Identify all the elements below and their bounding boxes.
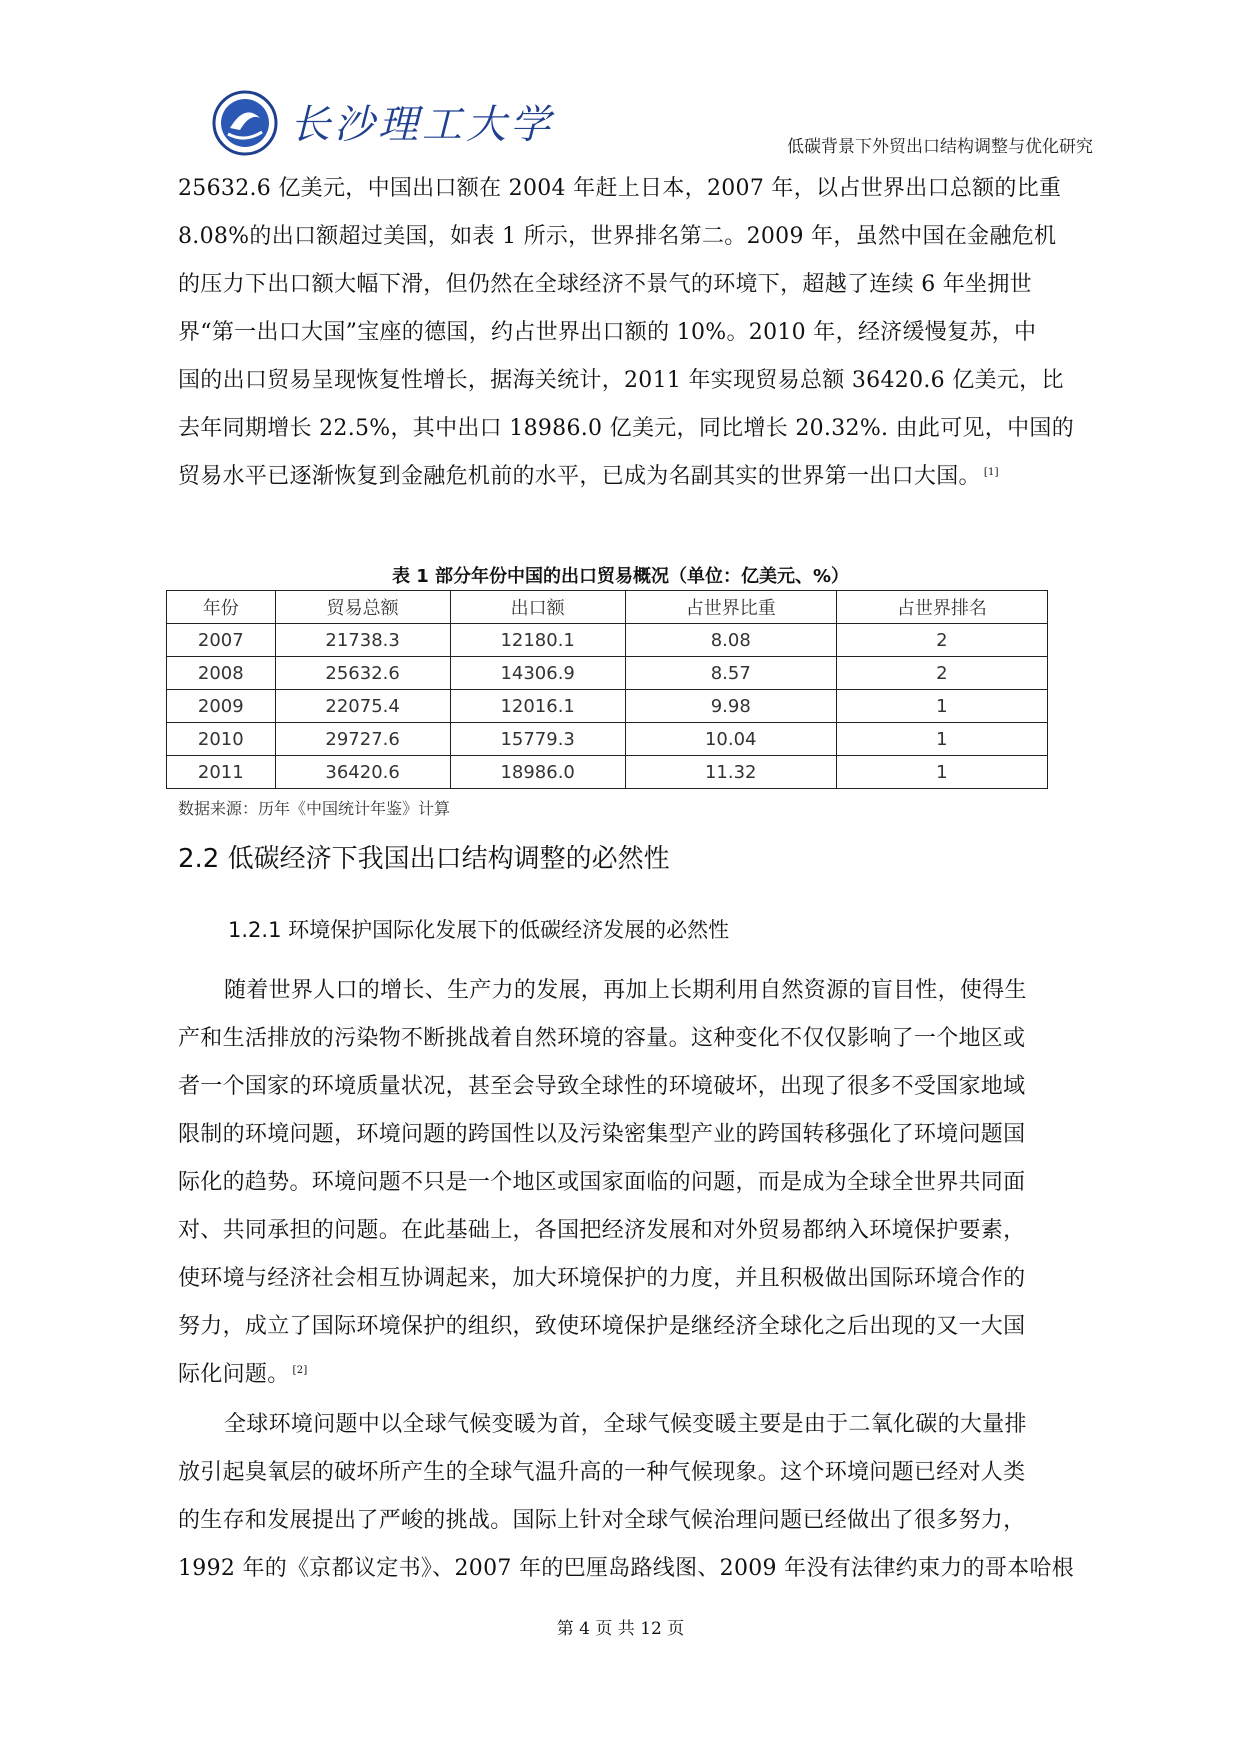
text-line-body: 际化问题。 [178, 1362, 290, 1387]
table-cell: 9.98 [625, 690, 836, 723]
table-cell: 12016.1 [450, 690, 625, 723]
table-cell: 1 [836, 723, 1047, 756]
text-line: 产和生活排放的污染物不断挑战着自然环境的容量。这种变化不仅仅影响了一个地区或 [178, 1026, 1026, 1051]
table-cell: 22075.4 [275, 690, 450, 723]
text-line: 的生存和发展提出了严峻的挑战。国际上针对全球气候治理问题已经做出了很多努力， [178, 1508, 1026, 1533]
text-line: 使环境与经济社会相互协调起来，加大环境保护的力度，并且积极做出国际环境合作的 [178, 1266, 1026, 1291]
table-cell: 25632.6 [275, 657, 450, 690]
table-cell: 2010 [167, 723, 276, 756]
table-cell: 8.08 [625, 624, 836, 657]
text-line: 界“第一出口大国”宝座的德国，约占世界出口额的 10%。2010 年，经济缓慢复苏，中 [178, 320, 1037, 345]
table-caption: 表 1 部分年份中国的出口贸易概况（单位：亿美元、%） [391, 566, 850, 587]
text-line: 努力，成立了国际环境保护的组织，致使环境保护是继经济全球化之后出现的又一大国 [178, 1314, 1026, 1339]
table-cell: 21738.3 [275, 624, 450, 657]
text-line: 8.08%的出口额超过美国，如表 1 所示，世界排名第二。2009 年，虽然中国在金融危机 [178, 224, 1057, 249]
university-logo [210, 88, 554, 158]
text-line: 对、共同承担的问题。在此基础上，各国把经济发展和对外贸易都纳入环境保护要素， [178, 1218, 1026, 1243]
column-header: 贸易总额 [275, 591, 450, 624]
table-cell: 1 [836, 690, 1047, 723]
text-line: 者一个国家的环境质量状况，甚至会导致全球性的环境破坏，出现了很多不受国家地域 [178, 1074, 1026, 1099]
body-paragraph-2 [178, 1401, 1118, 1593]
table-cell: 2 [836, 624, 1047, 657]
table-cell: 18986.0 [450, 756, 625, 789]
table-cell: 10.04 [625, 723, 836, 756]
text-line-body: 全球环境问题中以全球气候变暖为首，全球气候变暖主要是由于二氧化碳的大量排 [224, 1412, 1027, 1437]
text-line: 的压力下出口额大幅下滑，但仍然在全球经济不景气的环境下，超越了连续 6 年坐拥世 [178, 272, 1032, 297]
table-cell: 14306.9 [450, 657, 625, 690]
table-cell: 29727.6 [275, 723, 450, 756]
subsection-heading: 1.2.1 环境保护国际化发展下的低碳经济发展的必然性 [228, 918, 730, 942]
column-header: 出口额 [450, 591, 625, 624]
table-row [167, 624, 1048, 657]
table-cell: 12180.1 [450, 624, 625, 657]
page-number: 第 4 页 共 12 页 [556, 1619, 685, 1639]
text-line: 25632.6 亿美元，中国出口额在 2004 年赶上日本，2007 年，以占世界出口总额的比重 [178, 176, 1062, 201]
table-cell: 2008 [167, 657, 276, 690]
export-table [166, 590, 1048, 789]
body-paragraph-1 [178, 967, 1118, 1399]
table-cell: 11.32 [625, 756, 836, 789]
text-line: 去年同期增长 22.5%，其中出口 18986.0 亿美元，同比增长 20.32%. 由此可见，中国的 [178, 416, 1075, 441]
text-line [178, 967, 1118, 1015]
table-cell: 2007 [167, 624, 276, 657]
column-header: 占世界排名 [836, 591, 1047, 624]
intro-paragraph [178, 165, 1118, 501]
document-title: 低碳背景下外贸出口结构调整与优化研究 [787, 137, 1093, 157]
table-row [167, 690, 1048, 723]
text-line-body: 贸易水平已逐渐恢复到金融危机前的水平，已成为名副其实的世界第一出口大国。 [178, 464, 981, 489]
table-row [167, 657, 1048, 690]
table-cell: 36420.6 [275, 756, 450, 789]
table-source-note: 数据来源：历年《中国统计年鉴》计算 [178, 799, 451, 818]
logo-text: 长沙理工大学 [290, 102, 554, 148]
text-line [178, 1351, 1118, 1399]
text-line: 限制的环境问题，环境问题的跨国性以及污染密集型产业的跨国转移强化了环境问题国 [178, 1122, 1026, 1147]
citation-ref[interactable]: [1] [983, 467, 999, 478]
table-cell: 2009 [167, 690, 276, 723]
table-cell: 1 [836, 756, 1047, 789]
table-row [167, 723, 1048, 756]
table-header-row [167, 591, 1048, 624]
section-heading: 2.2 低碳经济下我国出口结构调整的必然性 [178, 844, 670, 874]
column-header: 占世界比重 [625, 591, 836, 624]
text-line-body: 随着世界人口的增长、生产力的发展，再加上长期利用自然资源的盲目性，使得生 [224, 978, 1027, 1003]
column-header: 年份 [167, 591, 276, 624]
citation-ref[interactable]: [2] [292, 1365, 308, 1376]
text-line [178, 453, 1118, 501]
text-line: 放引起臭氧层的破坏所产生的全球气温升高的一种气候现象。这个环境问题已经对人类 [178, 1460, 1026, 1485]
table-cell: 8.57 [625, 657, 836, 690]
text-line: 际化的趋势。环境问题不只是一个地区或国家面临的问题，而是成为全球全世界共同面 [178, 1170, 1026, 1195]
table-cell: 15779.3 [450, 723, 625, 756]
text-line [178, 1401, 1118, 1449]
table-row [167, 756, 1048, 789]
text-line: 1992 年的《京都议定书》、2007 年的巴厘岛路线图、2009 年没有法律约束力的哥本哈根 [178, 1556, 1075, 1581]
table-cell: 2011 [167, 756, 276, 789]
text-line: 国的出口贸易呈现恢复性增长，据海关统计，2011 年实现贸易总额 36420.6 亿美元，比 [178, 368, 1064, 393]
table-cell: 2 [836, 657, 1047, 690]
